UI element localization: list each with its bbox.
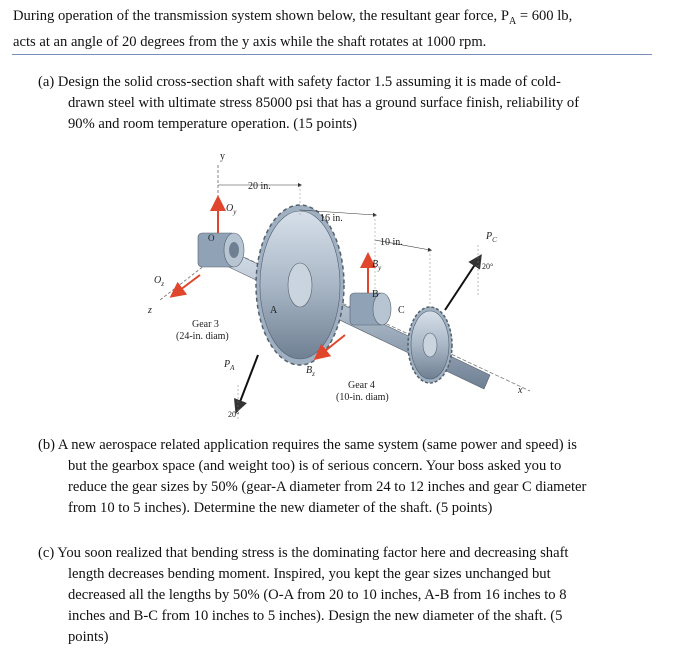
gear-4-label: Gear 4 <box>348 380 375 391</box>
gear-3-diam-label: (24-in. diam) <box>176 331 229 342</box>
intro-line-2: acts at an angle of 20 degrees from the y axis while the shaft rotates at 1000 rpm. <box>13 33 487 50</box>
label-a: A <box>270 305 278 316</box>
part-c-line-2: length decreases bending moment. Inspired, you kept the gear sizes unchanged but <box>68 566 551 582</box>
part-c-line-4: inches and B-C from 10 inches to 5 inches). Design the new diameter of the shaft. (5 <box>68 608 563 624</box>
label-b: B <box>372 289 379 300</box>
header-divider <box>12 54 652 55</box>
force-oz-arrow <box>176 275 200 293</box>
label-by: $B_y$ <box>372 259 382 272</box>
part-a-line-2: drawn steel with ultimate stress 85000 psi that has a ground surface finish, reliability of <box>68 95 580 111</box>
label-bz: $B_z$ <box>306 365 315 378</box>
bearing-b <box>350 293 391 325</box>
gear-3 <box>256 205 344 365</box>
intro-line-1: During operation of the transmission system shown below, the resultant gear force, $P_A = 600$ lb, <box>13 8 573 27</box>
gear-4 <box>408 307 452 383</box>
label-oz: $O_z$ <box>154 275 164 288</box>
part-c-line-3: decreased all the lengths by 50% (O-A from 20 to 10 inches, A-B from 16 inches to 8 <box>68 587 567 603</box>
part-c <box>38 543 650 648</box>
problem-statement <box>13 6 663 53</box>
label-pa: $P_A$ <box>224 359 235 372</box>
part-c-line-1: (c) You soon realized that bending stress is the dominating factor here and decreasing shaft <box>38 545 569 561</box>
part-b <box>38 435 650 519</box>
gear-4-diam-label: (10-in. diam) <box>336 392 389 403</box>
axis-x-label: x <box>518 385 523 396</box>
part-b-line-2: but the gearbox space (and weight too) is of serious concern. Your boss asked you to <box>68 458 562 474</box>
dim-ab-label: 16 in. <box>320 213 343 224</box>
label-oy: $O_y$ <box>226 203 237 216</box>
force-pa-arrow <box>238 355 258 407</box>
dim-bc-label: 10 in. <box>380 237 403 248</box>
angle-c-label: 20° <box>482 262 494 271</box>
part-b-line-1: (b) A new aerospace related application requires the same system (same power and speed) is <box>38 437 577 453</box>
angle-a-label: 20° <box>228 410 240 419</box>
part-b-line-4: from 10 to 5 inches). Determine the new diameter of the shaft. (5 points) <box>68 500 493 516</box>
dim-oa-label: 20 in. <box>248 181 271 192</box>
label-c: C <box>398 305 405 316</box>
part-c-line-5: points) <box>68 629 109 645</box>
force-pc-arrow <box>445 260 478 310</box>
part-b-line-3: reduce the gear sizes by 50% (gear-A diameter from 24 to 12 inches and gear C diameter <box>68 479 587 495</box>
part-a-line-1: (a) Design the solid cross-section shaft with safety factor 1.5 assuming it is made of cold- <box>38 74 561 90</box>
shaft-figure <box>140 145 540 425</box>
gear-3-label: Gear 3 <box>192 319 219 330</box>
part-a <box>38 72 650 135</box>
bearing-o <box>198 233 244 267</box>
axis-z-label: z <box>148 305 152 316</box>
label-o: O <box>208 233 215 243</box>
axis-y-label: y <box>220 151 225 162</box>
part-a-line-3: 90% and room temperature operation. (15 points) <box>68 116 357 132</box>
label-pc: $P_C$ <box>486 231 497 244</box>
